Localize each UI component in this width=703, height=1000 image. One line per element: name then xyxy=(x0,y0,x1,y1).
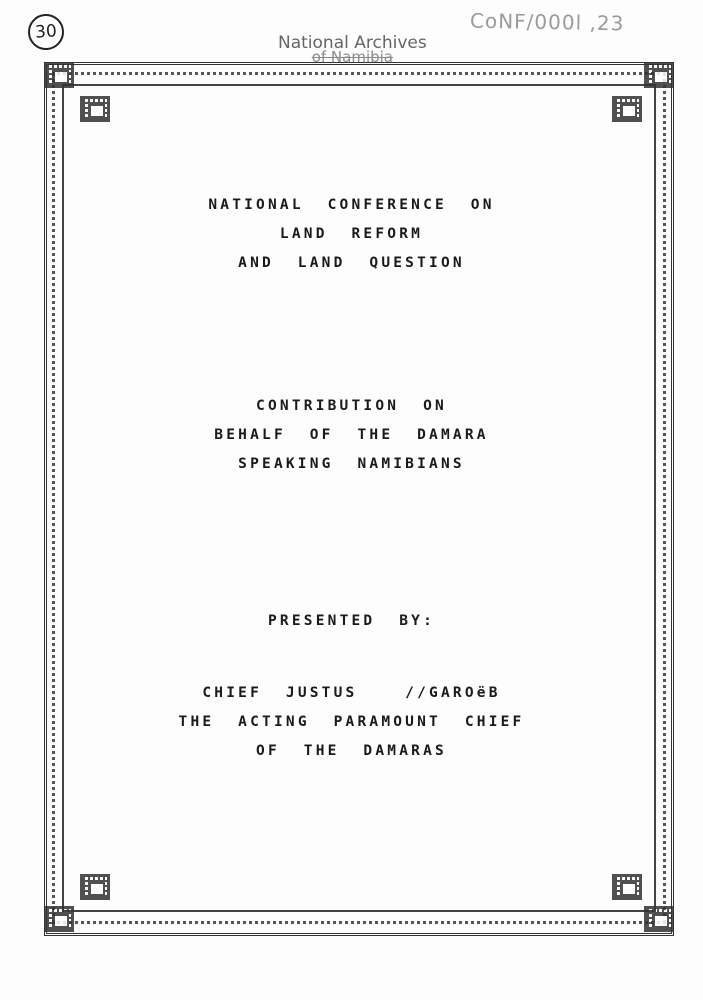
corner-ornament-bottom-left-inner xyxy=(80,874,110,900)
contribution-block xyxy=(0,392,703,479)
presented-by-label: PRESENTED BY: xyxy=(267,613,436,629)
presenter-line-3: OF THE DAMARAS xyxy=(256,743,447,759)
title-line-2: LAND REFORM xyxy=(279,226,424,242)
presented-block xyxy=(0,607,703,636)
corner-ornament-bottom-right xyxy=(644,906,674,932)
presenter-line-2: THE ACTING PARAMOUNT CHIEF xyxy=(178,714,525,730)
title-line-1: NATIONAL CONFERENCE ON xyxy=(208,197,495,213)
corner-ornament-top-left-inner xyxy=(80,96,110,122)
title-line-3: AND LAND QUESTION xyxy=(238,255,465,271)
corner-ornament-bottom-right-inner xyxy=(612,874,642,900)
presenter-line-1: CHIEF JUSTUS //GAROëB xyxy=(202,685,501,701)
corner-ornament-bottom-left xyxy=(44,906,74,932)
stamp-line-2: of Namibia xyxy=(311,48,394,66)
corner-ornament-top-right xyxy=(644,62,674,88)
presenter-block xyxy=(0,679,703,766)
contribution-line-3: SPEAKING NAMIBIANS xyxy=(238,456,465,472)
folio-number: 30 xyxy=(27,13,65,51)
stamp-line-1: National Archives xyxy=(278,33,427,53)
contribution-line-1: CONTRIBUTION ON xyxy=(256,398,447,414)
corner-ornament-top-right-inner xyxy=(612,96,642,122)
reference-number: CoNF/000l ,23 xyxy=(469,8,625,36)
corner-ornament-top-left xyxy=(44,62,74,88)
contribution-line-2: BEHALF OF THE DAMARA xyxy=(214,427,489,443)
title-block xyxy=(0,191,703,278)
